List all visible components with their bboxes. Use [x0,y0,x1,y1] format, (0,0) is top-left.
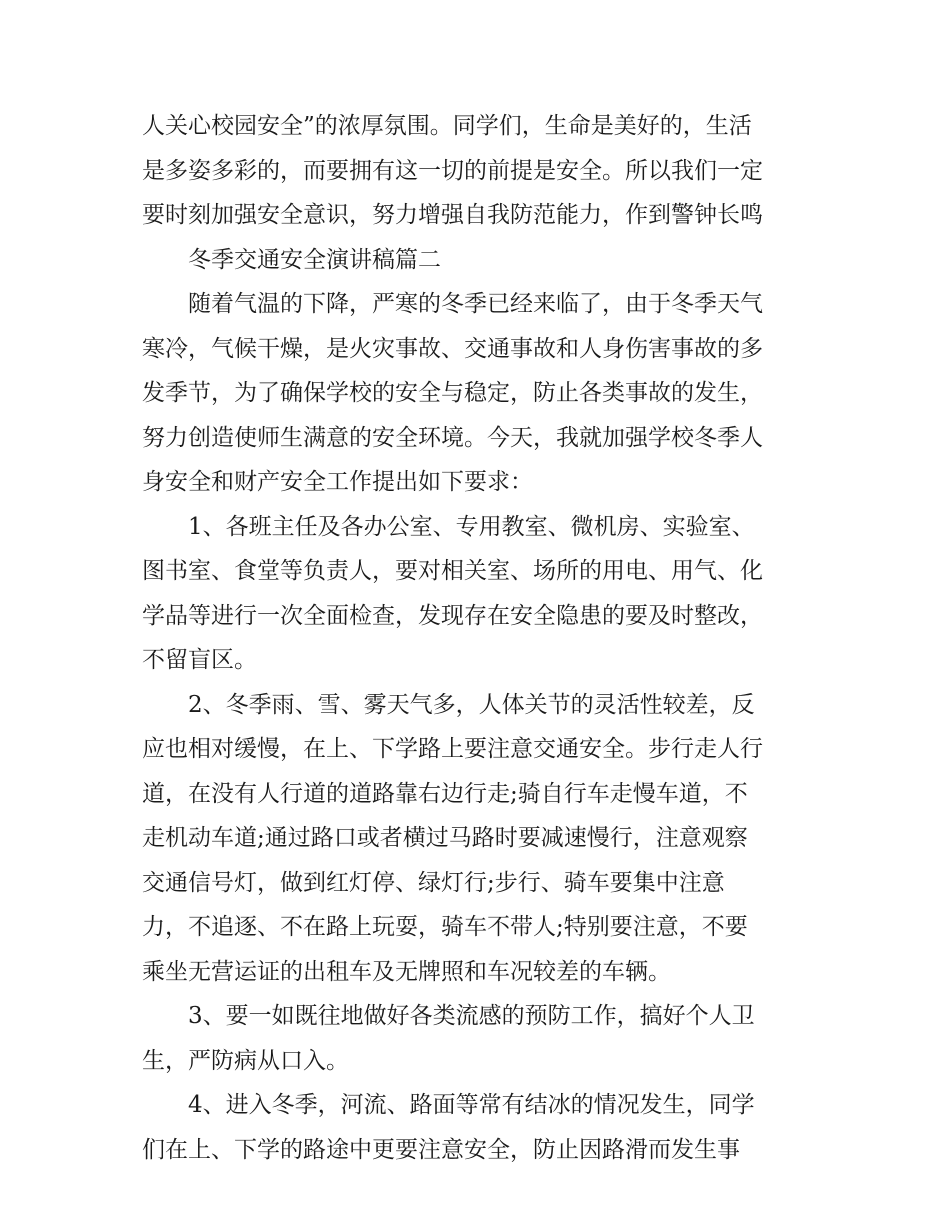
section-heading: 冬季交通安全演讲稿篇二 [188,246,441,273]
text-line-7: 发季节，为了确保学校的安全与稳定，防止各类事故的发生， [142,380,763,406]
text-line-19: 力，不追逐、不在路上玩耍，骑车不带人;特别要注意，不要 [142,914,748,940]
text-line-16: 道，在没有人行道的道路靠右边行走;骑自行车走慢车道，不 [142,780,748,807]
list-item-2: 2、冬季雨、雪、雾天气多，人体关节的灵活性较差，反 [188,691,755,718]
document-body [142,104,822,1172]
text-line-13: 不留盲区。 [142,647,257,673]
text-line-2: 是多姿多彩的，而要拥有这一切的前提是安全。所以我们一定 [142,157,763,184]
text-line-5: 随着气温的下降，严寒的冬季已经来临了，由于冬季天气 [188,291,763,317]
text-line-15: 应也相对缓慢，在上、下学路上要注意交通安全。步行走人行 [142,736,763,762]
list-item-4: 4、进入冬季，河流、路面等常有结冰的情况发生，同学 [188,1092,755,1118]
text-line-1: 人关心校园安全”的浓厚氛围。同学们，生命是美好的，生活 [142,113,752,139]
list-item-1: 1、各班主任及各办公室、专用教室、微机房、实验室、 [188,513,755,540]
text-line-12: 学品等进行一次全面检查，发现存在安全隐患的要及时整改， [142,602,763,629]
text-line-9: 身安全和财产安全工作提出如下要求： [142,469,533,495]
text-line-6: 寒冷，气候干燥，是火灾事故、交通事故和人身伤害事故的多 [142,335,763,362]
text-line-20: 乘坐无营运证的出租车及无牌照和车况较差的车辆。 [142,958,671,985]
text-line-17: 走机动车道;通过路口或者横过马路时要减速慢行，注意观察 [142,825,748,851]
text-line-11: 图书室、食堂等负责人，要对相关室、场所的用电、用气、化 [142,558,763,584]
list-item-3: 3、要一如既往地做好各类流感的预防工作，搞好个人卫 [188,1003,755,1029]
text-line-22: 生，严防病从口入。 [142,1047,349,1074]
text-line-3: 要时刻加强安全意识，努力增强自我防范能力，作到警钟长鸣 [142,202,763,228]
text-line-24: 们在上、下学的路途中更要注意安全，防止因路滑而发生事 [142,1136,740,1163]
text-line-8: 努力创造使师生满意的安全环境。今天，我就加强学校冬季人 [142,424,763,451]
text-line-18: 交通信号灯，做到红灯停、绿灯行;步行、骑车要集中注意 [142,869,725,896]
